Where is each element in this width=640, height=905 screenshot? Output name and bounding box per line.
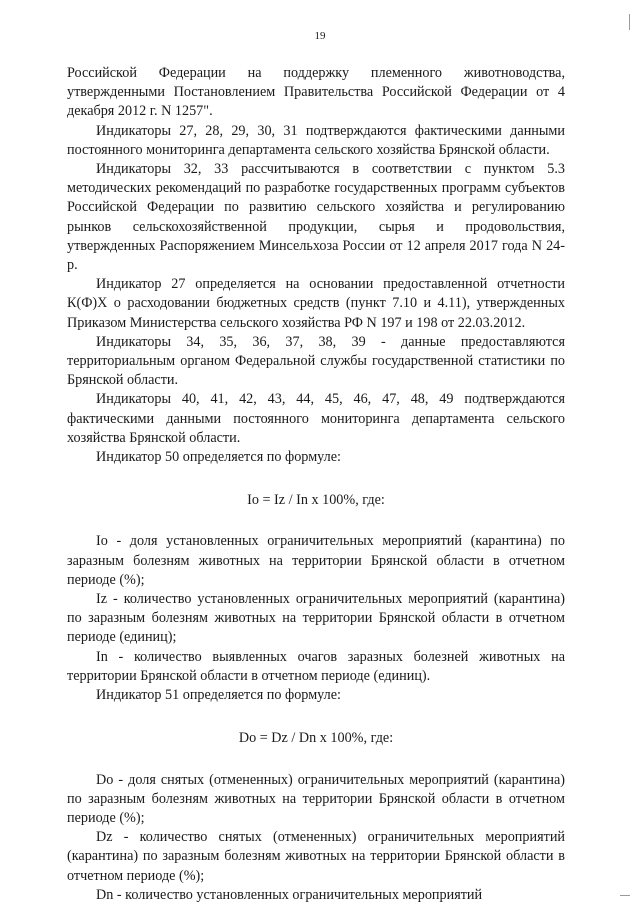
definition-in: In - количество выявленных очагов заразных болезней животных на территории Брянской области в отчетном периоде (единиц). [67,648,565,684]
document-body [67,64,565,905]
scan-edge-mark [622,14,630,30]
paragraph-indicators-34-39: Индикаторы 34, 35, 36, 37, 38, 39 - данные предоставляются территориальным органом Федеральной службы государственной статистики по Брянской области. [67,333,565,389]
paragraph-indicators-40-49: Индикаторы 40, 41, 42, 43, 44, 45, 46, 47, 48, 49 подтверждаются фактическими данными постоянного мониторинга департамента сельского хозяйства Брянской области. [67,391,565,446]
definition-iz: Iz - количество установленных ограничительных мероприятий (карантина) по заразным болезням животных на территории Брянской области в отчетном периоде (единиц); [67,591,565,646]
definition-do: Do - доля снятых (отмененных) ограничительных мероприятий (карантина) по заразным болезням животных на территории Брянской области в отчетном периоде (%); [67,771,565,826]
paragraph-indicator-50-intro: Индикатор 50 определяется по формуле: [96,449,341,466]
definition-io: Io - доля установленных ограничительных мероприятий (карантина) по заразным болезням животных на территории Брянской области в отчетном периоде (%); [67,533,565,588]
paragraph-continuation: Российской Федерации на поддержку племенного животноводства, утвержденными Постановлением Правительства Российской Федерации от 4 декабря 2012 г. N 1257". [67,65,565,120]
formula-indicator-51: Do = Dz / Dn x 100%, где: [238,730,394,747]
formula-indicator-50: Io = Iz / In x 100%, где: [247,492,385,509]
paragraph-indicator-27-reporting: Индикатор 27 определяется на основании предоставленной отчетности К(Ф)Х о расходовании бюджетных средств (пункт 7.10 и 4.11), утвержденных Приказом Министерства сельского хозяйства РФ N 197 и 198 от 22.03.2012. [67,276,565,331]
scan-edge-mark-bottom [620,895,630,897]
definition-dz: Dz - количество снятых (отмененных) ограничительных мероприятий (карантина) по заразным болезням животных на территории Брянской области в отчетном периоде (%); [67,829,565,884]
paragraph-indicators-27-31: Индикаторы 27, 28, 29, 30, 31 подтверждаются фактическими данными постоянного мониторинга департамента сельского хозяйства Брянской области. [67,122,565,158]
paragraph-indicators-32-33: Индикаторы 32, 33 рассчитываются в соответствии с пунктом 5.3 методических рекомендаций по разработке государственных программ субъектов Российской Федерации по развитию сельского хозяйства и регулированию рынков сельскохозяйственной продукции, сырья и продовольствия, утвержденных Распоряжением Минсельхоза России от 12 апреля 2017 года N 24-р. [67,161,565,274]
page-number: 19 [314,30,326,42]
paragraph-indicator-51-intro: Индикатор 51 определяется по формуле: [96,687,341,704]
definition-dn: Dn - количество установленных ограничительных мероприятий [96,886,483,903]
